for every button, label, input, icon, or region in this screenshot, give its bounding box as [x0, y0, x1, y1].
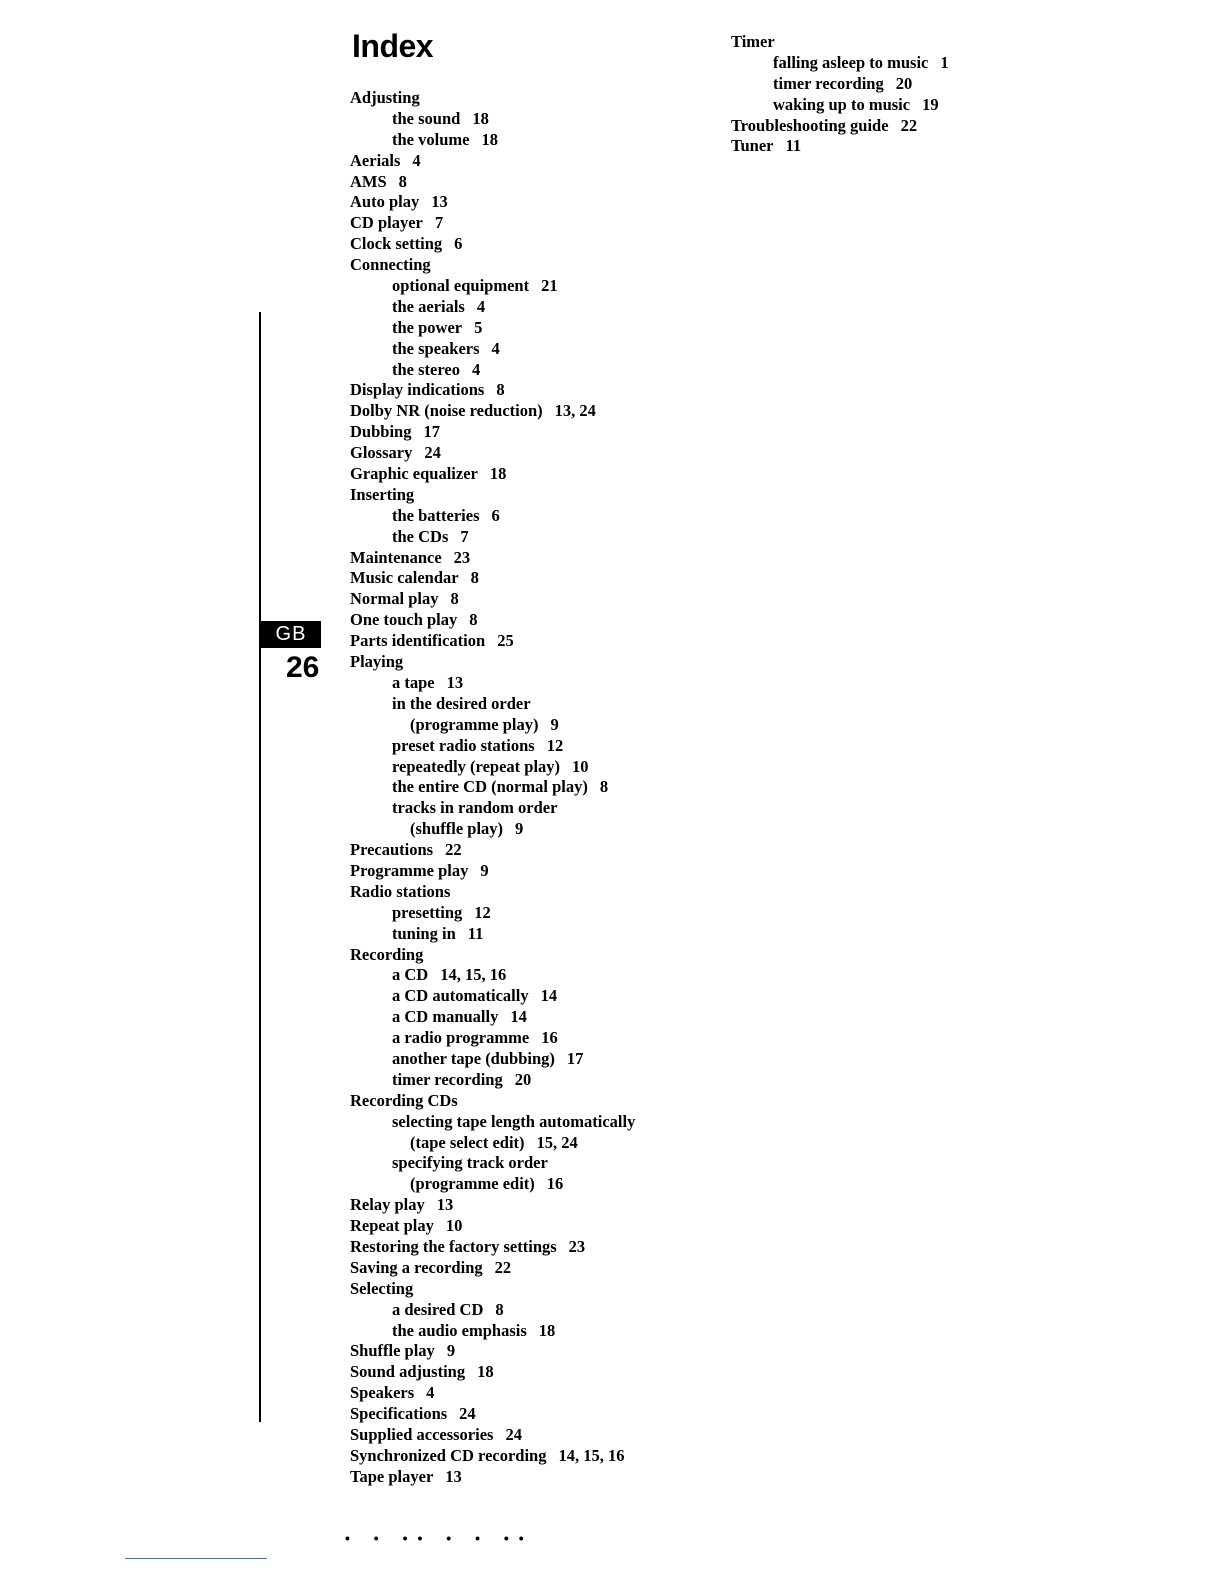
index-entry-term: Graphic equalizer [350, 464, 478, 484]
index-entry-page: 14, 15, 16 [440, 965, 507, 985]
index-entry-term: Timer [731, 32, 775, 51]
index-entry-term: optional equipment [392, 276, 530, 296]
index-entry-page: 10 [445, 1216, 463, 1236]
index-entry-page: 22 [494, 1257, 512, 1277]
index-entry-page: 4 [491, 338, 500, 358]
index-entry-page: 8 [470, 568, 479, 588]
index-entry-term: the entire CD (normal play) [392, 777, 588, 797]
index-entry-page: 18 [538, 1320, 556, 1340]
index-entry-term: Aerials [350, 150, 401, 170]
index-entry [350, 694, 680, 715]
index-entry-term: Dubbing [350, 422, 412, 442]
index-entry [350, 109, 680, 130]
index-entry [350, 1091, 680, 1112]
index-entry-term: (programme edit) [410, 1174, 535, 1194]
index-entry-term: another tape (dubbing) [392, 1048, 555, 1068]
index-entry-page: 25 [497, 631, 514, 651]
index-entry [350, 1195, 680, 1216]
index-entry-term: selecting tape length automatically [392, 1111, 636, 1131]
index-entry-term: Auto play [350, 192, 420, 212]
index-entry-page: 13 [436, 1195, 454, 1215]
index-entry-term: Tuner [731, 136, 774, 156]
index-entry-term: Tape player [350, 1466, 434, 1486]
index-entry-term: Glossary [350, 443, 413, 463]
index-entry-page: 16 [541, 1028, 558, 1048]
index-entry-page: 24 [424, 443, 441, 463]
index-entry [350, 840, 680, 861]
index-entry-term: Playing [350, 652, 404, 672]
index-entry-page: 15, 24 [536, 1132, 578, 1152]
index-entry [350, 1279, 680, 1300]
index-entry [350, 380, 680, 401]
index-entry-term: timer recording [392, 1069, 503, 1089]
index-entry [350, 213, 680, 234]
index-entry [350, 318, 680, 339]
index-entry-term: Radio stations [350, 881, 451, 901]
index-entry-page: 17 [566, 1048, 584, 1068]
index-entry-page: 9 [550, 714, 559, 734]
index-entry [350, 234, 680, 255]
index-entry [350, 965, 680, 986]
index-entry-term: Connecting [350, 255, 431, 275]
index-entry [350, 882, 680, 903]
index-entry-term: Adjusting [350, 88, 420, 107]
index-entry-term: One touch play [350, 610, 458, 630]
index-entry-term: Speakers [350, 1383, 415, 1403]
index-entry-page: 16 [546, 1174, 564, 1194]
index-entry [350, 422, 680, 443]
index-entry-term: a tape [392, 672, 435, 692]
index-entry [731, 53, 991, 74]
index-entry-term: Sound adjusting [350, 1362, 466, 1382]
index-entry-term: the sound [392, 108, 461, 128]
index-entry [350, 1467, 680, 1488]
index-entry-term: Recording CDs [350, 1090, 458, 1110]
index-entry-page: 6 [491, 505, 500, 525]
index-entry [350, 172, 680, 193]
index-entry [350, 1112, 680, 1133]
index-entry-term: Specifications [350, 1404, 448, 1424]
index-entry-term: tuning in [392, 923, 456, 943]
index-entry [350, 1446, 680, 1467]
page-title: Index [352, 28, 434, 64]
index-entry-page: 13 [446, 672, 464, 692]
index-entry-page: 4 [426, 1383, 435, 1403]
index-entry-page: 7 [434, 213, 444, 233]
index-entry-page: 12 [474, 902, 491, 922]
index-entry-page: 18 [489, 464, 507, 484]
index-entry-page: 5 [474, 317, 483, 337]
index-entry-term: a CD automatically [392, 986, 529, 1006]
index-entry [350, 652, 680, 673]
index-entry-term: the power [392, 317, 463, 337]
index-entry-term: Repeat play [350, 1216, 434, 1236]
index-entry-term: Inserting [350, 484, 415, 504]
index-entry [731, 136, 991, 157]
index-entry-term: Supplied accessories [350, 1425, 494, 1444]
index-entry-page: 4 [476, 296, 486, 316]
index-entry-page: 12 [546, 735, 564, 755]
index-entry [350, 1237, 680, 1258]
index-entry-term: in the desired order [392, 693, 531, 713]
index-entry-term: (tape select edit) [410, 1132, 525, 1152]
index-entry [350, 1133, 680, 1154]
index-entry-page: 14, 15, 16 [558, 1445, 625, 1465]
index-entry-page: 7 [460, 526, 469, 546]
index-entry [350, 360, 680, 381]
index-entry-page: 22 [900, 115, 918, 135]
index-entry [350, 527, 680, 548]
index-entry [350, 339, 680, 360]
index-entry-page: 11 [785, 136, 802, 156]
index-entry-term: tracks in random order [392, 798, 558, 818]
index-entry [350, 130, 680, 151]
footer-dots: • • •• • • •• [345, 1530, 534, 1546]
index-entry-page: 13 [431, 192, 448, 212]
index-entry-term: timer recording [773, 73, 884, 93]
language-tab-label: GB [275, 623, 307, 645]
index-entry [350, 255, 680, 276]
index-entry [350, 464, 680, 485]
index-column-right [731, 32, 991, 157]
index-entry [350, 1362, 680, 1383]
index-entry-page: 1 [940, 52, 949, 72]
index-entry-page: 17 [423, 422, 440, 442]
index-entry-page: 21 [541, 276, 558, 296]
index-entry-term: falling asleep to music [773, 52, 929, 72]
index-entry [350, 1341, 680, 1362]
index-entry [350, 485, 680, 506]
index-entry-term: Synchronized CD recording [350, 1445, 547, 1465]
index-entry [350, 757, 680, 778]
index-entry-page: 11 [467, 923, 484, 943]
index-entry [350, 297, 680, 318]
index-entry-term: a desired CD [392, 1299, 484, 1319]
index-entry-term: Programme play [350, 860, 469, 880]
index-entry-term: presetting [392, 902, 463, 922]
index-entry-term: Relay play [350, 1195, 425, 1215]
index-entry [350, 861, 680, 882]
index-entry [350, 1258, 680, 1279]
index-entry [350, 276, 680, 297]
index-entry-term: the CDs [392, 526, 449, 546]
index-entry [350, 924, 680, 945]
index-entry-term: the audio emphasis [392, 1320, 527, 1340]
index-entry-page: 8 [398, 171, 407, 191]
index-entry-term: a CD manually [392, 1007, 499, 1027]
index-entry-term: Troubleshooting guide [731, 115, 889, 135]
index-entry [731, 95, 991, 116]
index-entry [350, 401, 680, 422]
index-entry [350, 1049, 680, 1070]
index-entry [350, 1425, 680, 1446]
index-entry-term: the volume [392, 129, 470, 149]
index-entry [350, 715, 680, 736]
index-entry-term: Dolby NR (noise reduction) [350, 401, 543, 421]
margin-rule [259, 312, 261, 1422]
index-entry-term: Parts identification [350, 631, 486, 651]
index-entry-term: repeatedly (repeat play) [392, 756, 561, 776]
index-entry-page: 13 [445, 1466, 462, 1486]
index-entry-page: 24 [459, 1404, 476, 1424]
index-entry [350, 1300, 680, 1321]
index-entry [350, 631, 680, 652]
index-entry-term: Normal play [350, 589, 439, 609]
index-entry-term: Shuffle play [350, 1341, 435, 1361]
index-entry-term: Precautions [350, 840, 434, 860]
index-entry-page: 8 [495, 1299, 504, 1319]
index-entry [350, 1070, 680, 1091]
index-entry-page: 8 [469, 610, 478, 630]
index-entry [350, 986, 680, 1007]
index-entry-page: 23 [453, 547, 471, 567]
index-entry-term: the stereo [392, 359, 460, 379]
index-entry [350, 1028, 680, 1049]
index-entry-term: Clock setting [350, 234, 443, 254]
index-entry-term: specifying track order [392, 1153, 548, 1173]
index-entry-page: 19 [922, 94, 939, 114]
index-entry-page: 6 [454, 234, 463, 254]
cropped-line-fragment [733, 14, 913, 24]
index-column-left [350, 88, 680, 1488]
index-entry-term: AMS [350, 171, 387, 191]
index-entry-term: the batteries [392, 505, 480, 525]
page-number: 26 [286, 651, 320, 684]
index-entry-term: the aerials [392, 296, 465, 316]
bottom-line [125, 1558, 267, 1559]
index-entry [350, 1216, 680, 1237]
index-entry [731, 116, 991, 137]
index-entry [731, 32, 991, 53]
index-entry-term: Saving a recording [350, 1257, 483, 1277]
index-entry [350, 1321, 680, 1342]
index-entry-page: 10 [572, 756, 589, 776]
index-entry-page: 18 [472, 108, 489, 128]
index-entry-page: 9 [515, 819, 524, 839]
index-entry [350, 443, 680, 464]
index-entry-page: 18 [481, 129, 498, 149]
index-entry [350, 903, 680, 924]
index-entry-page: 22 [445, 840, 462, 860]
index-entry-term: a CD [392, 965, 429, 985]
index-entry-page: 20 [895, 73, 913, 93]
index-entry [350, 151, 680, 172]
index-entry-page: 14 [540, 986, 558, 1006]
index-entry-page: 4 [412, 150, 421, 170]
index-entry [350, 1383, 680, 1404]
index-entry [350, 945, 680, 966]
index-entry-page: 18 [477, 1362, 494, 1382]
index-entry-page: 14 [510, 1007, 527, 1027]
index-entry-page: 20 [514, 1069, 532, 1089]
index-entry-term: CD player [350, 213, 423, 233]
index-entry [350, 506, 680, 527]
index-entry-term: Selecting [350, 1278, 414, 1298]
index-entry-page: 23 [568, 1236, 586, 1256]
index-entry [350, 1174, 680, 1195]
index-entry [350, 798, 680, 819]
index-entry [350, 610, 680, 631]
index-entry-term: (shuffle play) [410, 819, 504, 839]
index-entry-page: 13, 24 [554, 401, 596, 421]
index-entry-page: 9 [446, 1341, 456, 1361]
index-entry-term: Music calendar [350, 568, 459, 588]
index-entry-term: preset radio stations [392, 735, 535, 755]
index-entry [350, 673, 680, 694]
index-entry-page: 4 [471, 359, 481, 379]
index-entry-term: Recording [350, 944, 424, 964]
index-entry-term: waking up to music [773, 94, 911, 114]
index-entry [350, 192, 680, 213]
index-entry-page: 8 [599, 777, 609, 797]
index-entry-page: 9 [480, 860, 489, 880]
index-entry-term: Maintenance [350, 547, 442, 567]
index-entry-term: a radio programme [392, 1028, 530, 1048]
index-entry [350, 777, 680, 798]
index-entry-term: (programme play) [410, 714, 539, 734]
index-entry [350, 819, 680, 840]
index-entry [350, 1007, 680, 1028]
index-entry-term: the speakers [392, 338, 480, 358]
index-entry [350, 88, 680, 109]
language-tab [261, 621, 321, 648]
index-entry [350, 568, 680, 589]
index-entry [350, 1153, 680, 1174]
index-entry [350, 548, 680, 569]
index-entry [350, 1404, 680, 1425]
index-entry-page: 24 [505, 1425, 522, 1444]
index-entry-page: 8 [450, 589, 459, 609]
index-entry [350, 589, 680, 610]
index-entry [350, 736, 680, 757]
index-entry-term: Restoring the factory settings [350, 1236, 557, 1256]
index-entry-page: 8 [496, 380, 505, 400]
index-entry-term: Display indications [350, 380, 485, 400]
index-entry [731, 74, 991, 95]
